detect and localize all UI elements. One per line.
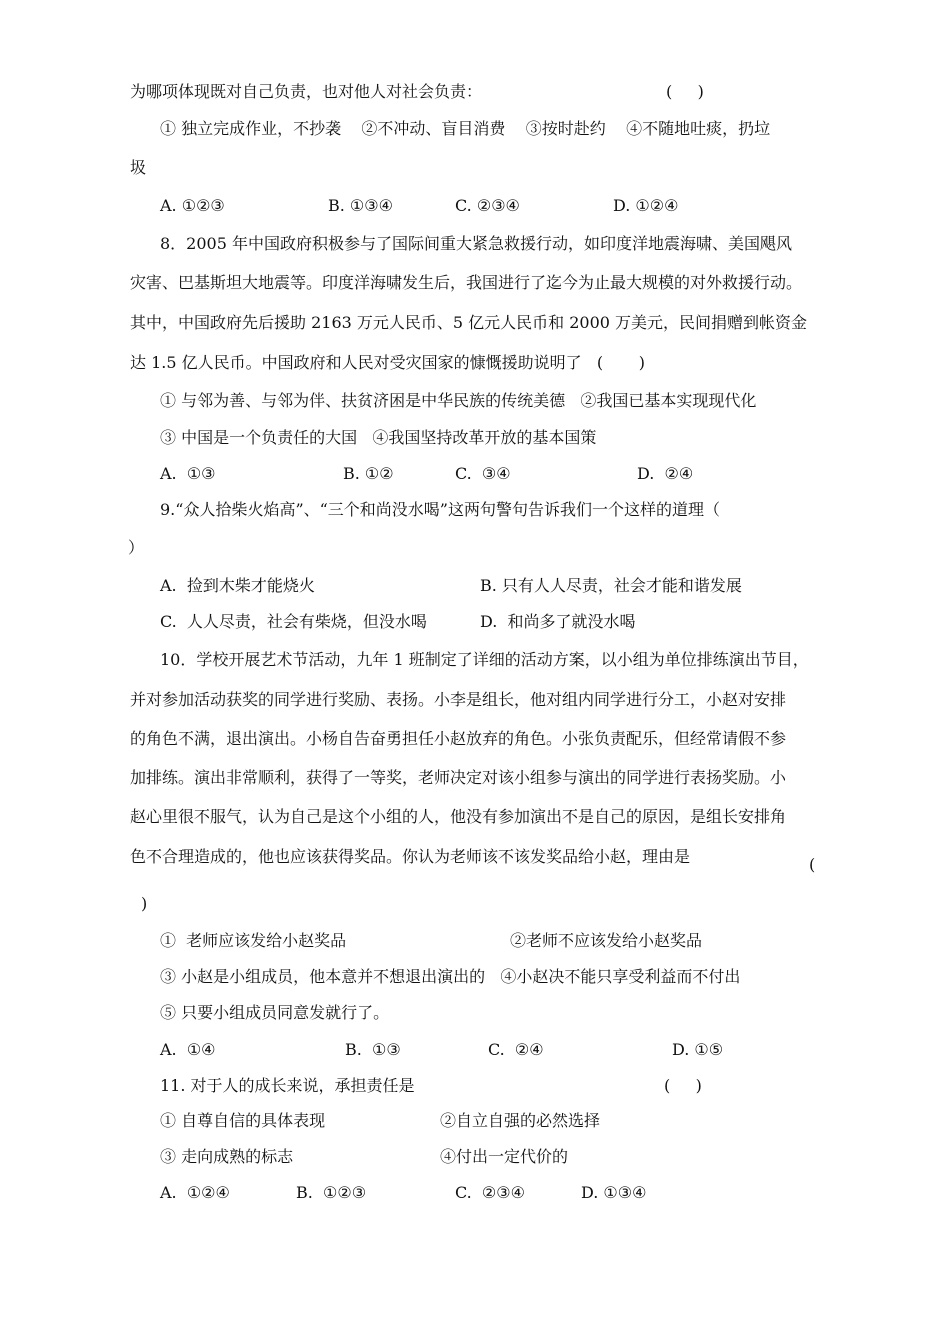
text-line-q11-b: B. ①②③ bbox=[296, 1183, 367, 1202]
text-line-q10-a: A. ①④ bbox=[160, 1040, 216, 1059]
text-line-q7-a: A. ①②③ bbox=[160, 196, 225, 215]
text-line-q7-opts-cont: 圾 bbox=[130, 158, 147, 177]
text-line-q9-b: B. 只有人人尽责，社会才能和谐发展 bbox=[480, 576, 742, 595]
text-line-q10-l2: 并对参加活动获奖的同学进行奖励、表扬。小李是组长，他对组内同学进行分工，小赵对安排 bbox=[130, 690, 787, 709]
text-line-q11-d: D. ①③④ bbox=[581, 1183, 647, 1202]
text-line-q8-l4: 达 1.5 亿人民币。中国政府和人民对受灾国家的慷慨援助说明了 ( ) bbox=[130, 353, 645, 372]
text-line-q8-a: A. ①③ bbox=[160, 464, 216, 483]
text-line-q8-o2: ③ 中国是一个负责任的大国 ④我国坚持改革开放的基本国策 bbox=[160, 428, 597, 447]
text-line-q11-o2: ②自立自强的必然选择 bbox=[440, 1111, 601, 1130]
text-line-q7-d: D. ①②④ bbox=[613, 196, 679, 215]
text-line-q10-l4: 加排练。演出非常顺利，获得了一等奖，老师决定对该小组参与演出的同学进行表扬奖励。小 bbox=[130, 768, 787, 787]
text-line-q8-c: C. ③④ bbox=[455, 464, 511, 483]
text-line-q10-l1: 10．学校开展艺术节活动，九年 1 班制定了详细的活动方案，以小组为单位排练演出节目， bbox=[160, 650, 809, 669]
text-line-q10-l3: 的角色不满，退出演出。小杨自告奋勇担任小赵放弃的角色。小张负责配乐，但经常请假不参 bbox=[130, 729, 787, 748]
text-line-q7-b: B. ①③④ bbox=[328, 196, 393, 215]
text-line-q11-a: A. ①②④ bbox=[160, 1183, 230, 1202]
text-line-q10-paren-close: ) bbox=[141, 894, 148, 913]
text-line-q8-l3: 其中，中国政府先后援助 2163 万元人民币、5 亿元人民币和 2000 万美元，民间捐赠到帐资金 bbox=[130, 313, 808, 332]
text-line-q10-c: C. ②④ bbox=[488, 1040, 544, 1059]
text-line-q9-d: D. 和尚多了就没水喝 bbox=[480, 612, 636, 631]
text-line-q11-c: C. ②③④ bbox=[455, 1183, 525, 1202]
text-line-q8-l2: 灾害、巴基斯坦大地震等。印度洋海啸发生后，我国进行了迄今为止最大规模的对外救援行动。 bbox=[130, 273, 803, 292]
text-line-q11-o1: ① 自尊自信的具体表现 bbox=[160, 1111, 326, 1130]
text-line-q10-o1: ① 老师应该发给小赵奖品 bbox=[160, 931, 347, 950]
text-line-q10-b: B. ①③ bbox=[345, 1040, 401, 1059]
text-line-q10-o2: ②老师不应该发给小赵奖品 bbox=[510, 931, 703, 950]
text-line-q9-a: A. 捡到木柴才能烧火 bbox=[160, 576, 315, 595]
text-line-q10-o3: ③ 小赵是小组成员，他本意并不想退出演出的 ④小赵决不能只享受利益而不付出 bbox=[160, 967, 741, 986]
text-line-q10-paren-open: ( bbox=[809, 855, 816, 874]
text-line-q9-c: C. 人人尽责，社会有柴烧，但没水喝 bbox=[160, 612, 427, 631]
text-line-q10-o5: ⑤ 只要小组成员同意发就行了。 bbox=[160, 1003, 390, 1022]
text-line-q8-b: B. ①② bbox=[343, 464, 394, 483]
text-line-q10-d: D. ①⑤ bbox=[672, 1040, 724, 1059]
text-line-q8-d: D. ②④ bbox=[637, 464, 694, 483]
text-line-q7-stem: 为哪项体现既对自己负责，也对他人对社会负责： bbox=[130, 82, 483, 101]
text-line-q10-l5: 赵心里很不服气，认为自己是这个小组的人，他没有参加演出不是自己的原因，是组长安排角 bbox=[130, 807, 787, 826]
text-line-q7-opts: ① 独立完成作业，不抄袭 ②不冲动、盲目消费 ③按时赴约 ④不随地吐痰，扔垃 bbox=[160, 119, 771, 138]
text-line-q11-stem: 11. 对于人的成长来说，承担责任是 bbox=[160, 1076, 415, 1095]
text-line-q8-o1: ① 与邻为善、与邻为伴、扶贫济困是中华民族的传统美德 ②我国已基本实现现代化 bbox=[160, 391, 757, 410]
text-line-q9-l2: ） bbox=[128, 538, 145, 557]
text-line-q11-o3: ③ 走向成熟的标志 bbox=[160, 1147, 294, 1166]
text-line-q10-l6: 色不合理造成的，他也应该获得奖品。你认为老师该不该发奖品给小赵，理由是 bbox=[130, 847, 691, 866]
text-line-q11-paren: ( ) bbox=[664, 1076, 702, 1095]
text-line-q8-l1: 8．2005 年中国政府积极参与了国际间重大紧急救援行动，如印度洋地震海啸、美国飓风 bbox=[160, 234, 792, 253]
text-line-q7-c: C. ②③④ bbox=[455, 196, 520, 215]
text-line-q7-paren: ( ) bbox=[666, 82, 704, 101]
text-line-q11-o4: ④付出一定代价的 bbox=[440, 1147, 569, 1166]
text-line-q9-l1: 9.“众人拾柴火焰高”、“三个和尚没水喝”这两句警句告诉我们一个这样的道理（ bbox=[160, 500, 720, 519]
